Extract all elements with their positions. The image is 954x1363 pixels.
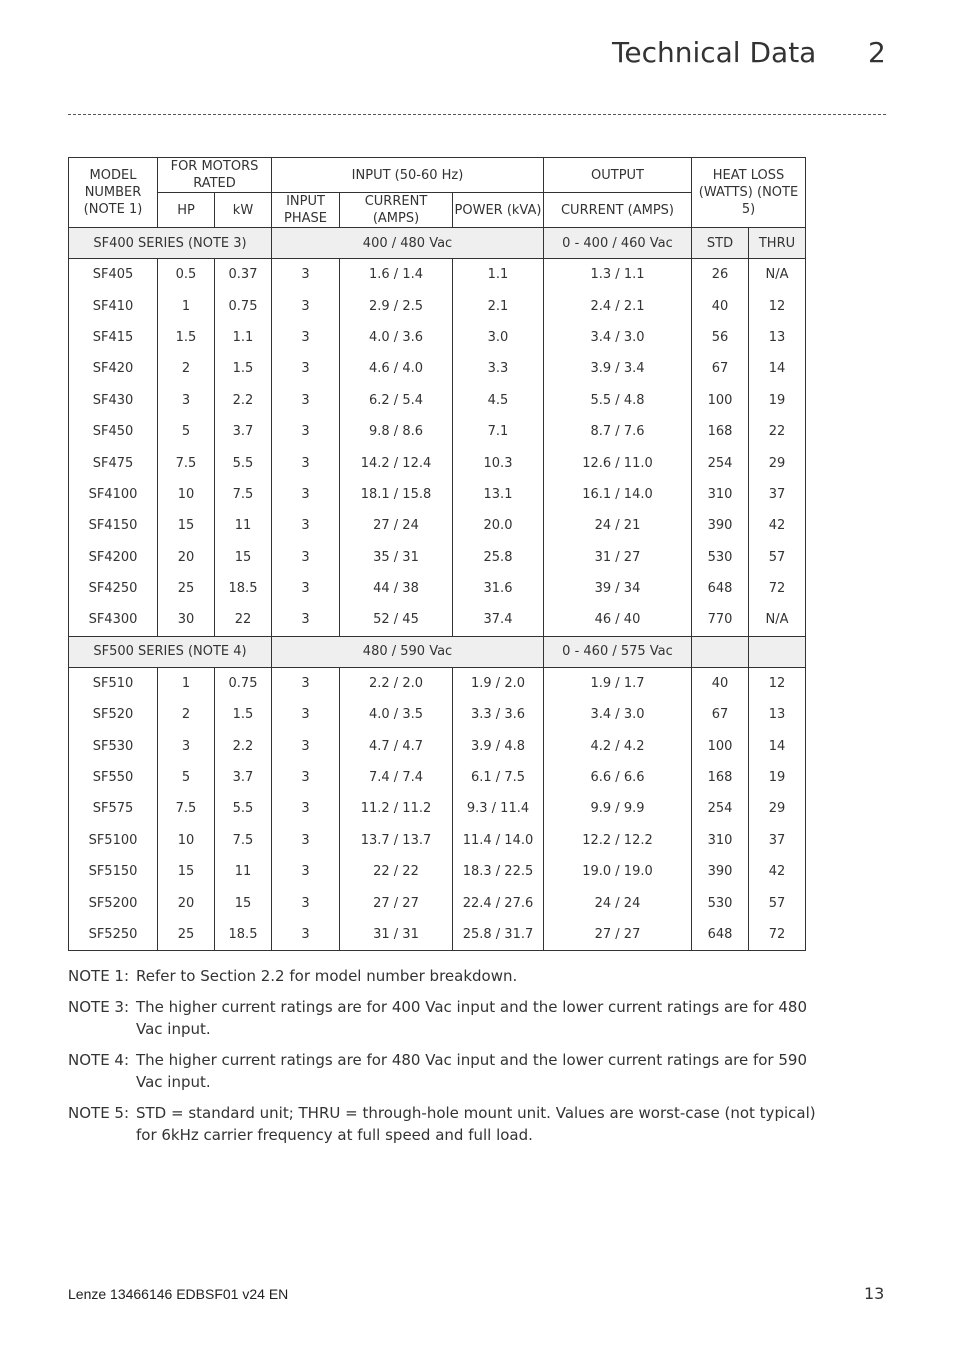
- table-cell: 15: [215, 542, 272, 573]
- table-cell: SF575: [69, 793, 158, 824]
- table-cell: 5.5 / 4.8: [544, 385, 692, 416]
- table-cell: 3: [272, 416, 340, 447]
- note-text: Refer to Section 2.2 for model number breakdown.: [136, 967, 518, 985]
- table-cell: 22.4 / 27.6: [453, 887, 544, 918]
- table-cell: 20: [158, 542, 215, 573]
- table-row: [69, 290, 806, 321]
- table-cell: 24 / 24: [544, 887, 692, 918]
- table-cell: 10: [158, 825, 215, 856]
- table-cell: 1.9 / 1.7: [544, 667, 692, 699]
- table-cell: 4.6 / 4.0: [340, 353, 453, 384]
- series-std-label: STD: [692, 228, 749, 259]
- table-row: [69, 667, 806, 699]
- table-cell: 72: [749, 573, 806, 604]
- table-cell: 18.3 / 22.5: [453, 856, 544, 887]
- table-cell: 1: [158, 667, 215, 699]
- table-cell: 2: [158, 699, 215, 730]
- table-cell: 1.5: [158, 322, 215, 353]
- table-cell: 10.3: [453, 447, 544, 478]
- table-cell: 3: [272, 542, 340, 573]
- table-cell: 1.6 / 1.4: [340, 259, 453, 291]
- table-cell: 530: [692, 542, 749, 573]
- document-id: Lenze 13466146 EDBSF01 v24 EN: [68, 1286, 289, 1302]
- table-cell: 22 / 22: [340, 856, 453, 887]
- table-cell: 2.9 / 2.5: [340, 290, 453, 321]
- table-cell: 4.2 / 4.2: [544, 730, 692, 761]
- note-label: NOTE 4:: [68, 1051, 130, 1069]
- table-row: [69, 322, 806, 353]
- table-cell: 1.1: [453, 259, 544, 291]
- table-cell: 3: [272, 353, 340, 384]
- table-cell: 5.5: [215, 447, 272, 478]
- table-cell: SF405: [69, 259, 158, 291]
- table-cell: 3: [272, 479, 340, 510]
- table-cell: 3.9 / 4.8: [453, 730, 544, 761]
- series-output-voltage: 0 - 400 / 460 Vac: [544, 228, 692, 259]
- table-row: [69, 762, 806, 793]
- table-cell: 13.7 / 13.7: [340, 825, 453, 856]
- table-cell: 310: [692, 479, 749, 510]
- sf400-series-section: [69, 228, 806, 637]
- table-cell: 3: [272, 510, 340, 541]
- table-cell: 3.0: [453, 322, 544, 353]
- table-row: [69, 730, 806, 761]
- table-cell: 3: [272, 290, 340, 321]
- table-cell: 7.4 / 7.4: [340, 762, 453, 793]
- table-cell: 12.2 / 12.2: [544, 825, 692, 856]
- series-label: SF400 SERIES (NOTE 3): [69, 228, 272, 259]
- table-cell: 42: [749, 510, 806, 541]
- table-cell: SF510: [69, 667, 158, 699]
- table-cell: 7.5: [215, 479, 272, 510]
- note-item: [68, 965, 828, 987]
- table-row: [69, 510, 806, 541]
- header-power: POWER (kVA): [453, 193, 544, 228]
- series-input-voltage: 400 / 480 Vac: [272, 228, 544, 259]
- note-item: [68, 996, 828, 1040]
- header-input-phase: INPUT PHASE: [272, 193, 340, 228]
- table-cell: 25: [158, 573, 215, 604]
- technical-data-table: [68, 157, 806, 951]
- table-cell: 4.0 / 3.5: [340, 699, 453, 730]
- table-cell: 3.4 / 3.0: [544, 699, 692, 730]
- table-cell: 100: [692, 730, 749, 761]
- table-cell: SF415: [69, 322, 158, 353]
- header-output: OUTPUT: [544, 158, 692, 193]
- table-cell: 57: [749, 542, 806, 573]
- table-cell: 19: [749, 762, 806, 793]
- header-divider: [68, 114, 886, 115]
- table-cell: SF520: [69, 699, 158, 730]
- chapter-number: 2: [868, 36, 886, 69]
- table-cell: 5.5: [215, 793, 272, 824]
- table-cell: 13.1: [453, 479, 544, 510]
- table-cell: 37: [749, 479, 806, 510]
- table-cell: 29: [749, 793, 806, 824]
- table-cell: 3.3 / 3.6: [453, 699, 544, 730]
- series-std-empty: [692, 636, 749, 667]
- table-cell: 35 / 31: [340, 542, 453, 573]
- table-cell: SF450: [69, 416, 158, 447]
- table-cell: 0.37: [215, 259, 272, 291]
- table-cell: 9.3 / 11.4: [453, 793, 544, 824]
- table-cell: SF550: [69, 762, 158, 793]
- table-cell: 12: [749, 667, 806, 699]
- table-cell: 40: [692, 290, 749, 321]
- table-cell: SF530: [69, 730, 158, 761]
- table-cell: 13: [749, 322, 806, 353]
- table-cell: 25.8: [453, 542, 544, 573]
- table-cell: 2.2 / 2.0: [340, 667, 453, 699]
- table-cell: 3.3: [453, 353, 544, 384]
- table-cell: SF5100: [69, 825, 158, 856]
- table-cell: 3: [272, 667, 340, 699]
- table-cell: 56: [692, 322, 749, 353]
- table-cell: SF4250: [69, 573, 158, 604]
- table-cell: 3: [272, 322, 340, 353]
- table-cell: 310: [692, 825, 749, 856]
- table-cell: 14: [749, 353, 806, 384]
- table-cell: SF410: [69, 290, 158, 321]
- table-cell: 18.1 / 15.8: [340, 479, 453, 510]
- series-thru-empty: [749, 636, 806, 667]
- table-row: [69, 385, 806, 416]
- table-row: [69, 447, 806, 478]
- table-cell: 3: [272, 699, 340, 730]
- table-cell: 37: [749, 825, 806, 856]
- table-cell: 16.1 / 14.0: [544, 479, 692, 510]
- table-cell: 42: [749, 856, 806, 887]
- header-kw: kW: [215, 193, 272, 228]
- page-title: Technical Data: [612, 36, 817, 69]
- table-cell: 3: [272, 259, 340, 291]
- table-cell: 3: [272, 762, 340, 793]
- table-cell: SF4300: [69, 604, 158, 636]
- table-cell: 3: [158, 730, 215, 761]
- table-cell: 15: [215, 887, 272, 918]
- table-cell: 7.5: [158, 447, 215, 478]
- table-row: [69, 573, 806, 604]
- page-number: 13: [864, 1284, 885, 1303]
- table-cell: 3: [272, 887, 340, 918]
- notes-section: [68, 965, 828, 1155]
- table-cell: 57: [749, 887, 806, 918]
- table-cell: 19: [749, 385, 806, 416]
- table-cell: 3: [272, 604, 340, 636]
- header-hp: HP: [158, 193, 215, 228]
- table-cell: 46 / 40: [544, 604, 692, 636]
- table-cell: 1.5: [215, 699, 272, 730]
- table-cell: SF420: [69, 353, 158, 384]
- note-text: The higher current ratings are for 400 Vac input and the lower current ratings are for 480 Vac input.: [136, 998, 808, 1038]
- table-cell: 168: [692, 416, 749, 447]
- table-cell: 27 / 27: [544, 919, 692, 951]
- table-cell: 530: [692, 887, 749, 918]
- table-cell: 4.7 / 4.7: [340, 730, 453, 761]
- table-cell: 3.4 / 3.0: [544, 322, 692, 353]
- table-cell: 6.2 / 5.4: [340, 385, 453, 416]
- table-cell: 3: [272, 385, 340, 416]
- table-cell: 22: [215, 604, 272, 636]
- table-cell: 7.1: [453, 416, 544, 447]
- table-cell: 1.1: [215, 322, 272, 353]
- header-input-current: CURRENT (AMPS): [340, 193, 453, 228]
- table-cell: 3: [272, 793, 340, 824]
- table-cell: 19.0 / 19.0: [544, 856, 692, 887]
- table-cell: 1: [158, 290, 215, 321]
- table-cell: 15: [158, 856, 215, 887]
- table-row: [69, 793, 806, 824]
- table-cell: 254: [692, 793, 749, 824]
- table-row: [69, 604, 806, 636]
- table-cell: 72: [749, 919, 806, 951]
- table-cell: 9.8 / 8.6: [340, 416, 453, 447]
- note-text: The higher current ratings are for 480 Vac input and the lower current ratings are for 590 Vac input.: [136, 1051, 808, 1091]
- table-cell: 2: [158, 353, 215, 384]
- table-cell: 40: [692, 667, 749, 699]
- header-input: INPUT (50-60 Hz): [272, 158, 544, 193]
- series-output-voltage: 0 - 460 / 575 Vac: [544, 636, 692, 667]
- table-cell: 4.0 / 3.6: [340, 322, 453, 353]
- table-cell: 18.5: [215, 573, 272, 604]
- table-cell: 31.6: [453, 573, 544, 604]
- header-output-current: CURRENT (AMPS): [544, 193, 692, 228]
- table-cell: 100: [692, 385, 749, 416]
- note-label: NOTE 1:: [68, 967, 130, 985]
- table-row: [69, 353, 806, 384]
- table-cell: 11: [215, 510, 272, 541]
- table-cell: N/A: [749, 604, 806, 636]
- table-cell: 1.5: [215, 353, 272, 384]
- table-cell: 29: [749, 447, 806, 478]
- series-input-voltage: 480 / 590 Vac: [272, 636, 544, 667]
- table-cell: 4.5: [453, 385, 544, 416]
- table-cell: SF475: [69, 447, 158, 478]
- table-cell: 67: [692, 353, 749, 384]
- table-cell: 11: [215, 856, 272, 887]
- table-cell: 3.7: [215, 416, 272, 447]
- table-cell: 3: [272, 825, 340, 856]
- table-cell: 2.2: [215, 385, 272, 416]
- series-thru-label: THRU: [749, 228, 806, 259]
- table-cell: 67: [692, 699, 749, 730]
- table-cell: 52 / 45: [340, 604, 453, 636]
- table-cell: 648: [692, 573, 749, 604]
- table-cell: 44 / 38: [340, 573, 453, 604]
- table-row: [69, 259, 806, 291]
- series-label: SF500 SERIES (NOTE 4): [69, 636, 272, 667]
- header-model: MODEL NUMBER (NOTE 1): [69, 158, 158, 228]
- table-cell: 1.3 / 1.1: [544, 259, 692, 291]
- note-label: NOTE 5:: [68, 1104, 130, 1122]
- table-cell: 3: [272, 730, 340, 761]
- table-cell: SF4200: [69, 542, 158, 573]
- table-cell: 3.9 / 3.4: [544, 353, 692, 384]
- table-cell: 3: [272, 919, 340, 951]
- table-cell: 26: [692, 259, 749, 291]
- table-cell: 254: [692, 447, 749, 478]
- table-cell: 0.75: [215, 667, 272, 699]
- table-cell: 3: [272, 447, 340, 478]
- table-cell: 390: [692, 856, 749, 887]
- table-cell: SF5150: [69, 856, 158, 887]
- table-cell: 6.6 / 6.6: [544, 762, 692, 793]
- table-cell: 25: [158, 919, 215, 951]
- table-cell: 2.1: [453, 290, 544, 321]
- table-row: [69, 479, 806, 510]
- table-cell: 1.9 / 2.0: [453, 667, 544, 699]
- header-motors: FOR MOTORS RATED: [158, 158, 272, 193]
- table-cell: 31 / 31: [340, 919, 453, 951]
- table-cell: 24 / 21: [544, 510, 692, 541]
- note-item: [68, 1102, 828, 1146]
- table-cell: 30: [158, 604, 215, 636]
- table-cell: 7.5: [158, 793, 215, 824]
- table-cell: 20: [158, 887, 215, 918]
- table-cell: 3: [272, 573, 340, 604]
- table-cell: 3: [158, 385, 215, 416]
- table-cell: 3: [272, 856, 340, 887]
- table-cell: 5: [158, 416, 215, 447]
- table-row: [69, 825, 806, 856]
- table-cell: 8.7 / 7.6: [544, 416, 692, 447]
- table-cell: 27 / 24: [340, 510, 453, 541]
- table-cell: 6.1 / 7.5: [453, 762, 544, 793]
- table-cell: SF4150: [69, 510, 158, 541]
- table-cell: 10: [158, 479, 215, 510]
- table-cell: 39 / 34: [544, 573, 692, 604]
- note-text: STD = standard unit; THRU = through-hole mount unit. Values are worst-case (not typical) for 6kHz carrier frequency at full speed and full load.: [136, 1104, 816, 1144]
- table-cell: 25.8 / 31.7: [453, 919, 544, 951]
- table-cell: 2.4 / 2.1: [544, 290, 692, 321]
- table-cell: 770: [692, 604, 749, 636]
- table-header: [69, 158, 806, 228]
- table-row: [69, 416, 806, 447]
- table-cell: 3.7: [215, 762, 272, 793]
- table-row: [69, 856, 806, 887]
- table-cell: 12.6 / 11.0: [544, 447, 692, 478]
- table-cell: SF5250: [69, 919, 158, 951]
- series-header-row: [69, 228, 806, 259]
- table-cell: 22: [749, 416, 806, 447]
- table-cell: 5: [158, 762, 215, 793]
- table-row: [69, 887, 806, 918]
- table-cell: 648: [692, 919, 749, 951]
- table-cell: 20.0: [453, 510, 544, 541]
- table-cell: 37.4: [453, 604, 544, 636]
- table-cell: 12: [749, 290, 806, 321]
- table-cell: 31 / 27: [544, 542, 692, 573]
- table-cell: 2.2: [215, 730, 272, 761]
- note-item: [68, 1049, 828, 1093]
- table-cell: SF5200: [69, 887, 158, 918]
- table-cell: N/A: [749, 259, 806, 291]
- table-row: [69, 542, 806, 573]
- table-row: [69, 919, 806, 951]
- table-cell: 7.5: [215, 825, 272, 856]
- table-cell: 390: [692, 510, 749, 541]
- sf500-series-section: [69, 636, 806, 951]
- note-label: NOTE 3:: [68, 998, 130, 1016]
- table-cell: 0.5: [158, 259, 215, 291]
- table-cell: 11.2 / 11.2: [340, 793, 453, 824]
- table-cell: 14: [749, 730, 806, 761]
- table-cell: SF4100: [69, 479, 158, 510]
- table-cell: SF430: [69, 385, 158, 416]
- table-cell: 15: [158, 510, 215, 541]
- table-cell: 0.75: [215, 290, 272, 321]
- table-cell: 27 / 27: [340, 887, 453, 918]
- table-row: [69, 699, 806, 730]
- table-cell: 168: [692, 762, 749, 793]
- table-cell: 11.4 / 14.0: [453, 825, 544, 856]
- table-cell: 9.9 / 9.9: [544, 793, 692, 824]
- table-cell: 18.5: [215, 919, 272, 951]
- table-cell: 14.2 / 12.4: [340, 447, 453, 478]
- header-heat-loss: HEAT LOSS (WATTS) (NOTE 5): [692, 158, 806, 228]
- table-cell: 13: [749, 699, 806, 730]
- series-header-row: [69, 636, 806, 667]
